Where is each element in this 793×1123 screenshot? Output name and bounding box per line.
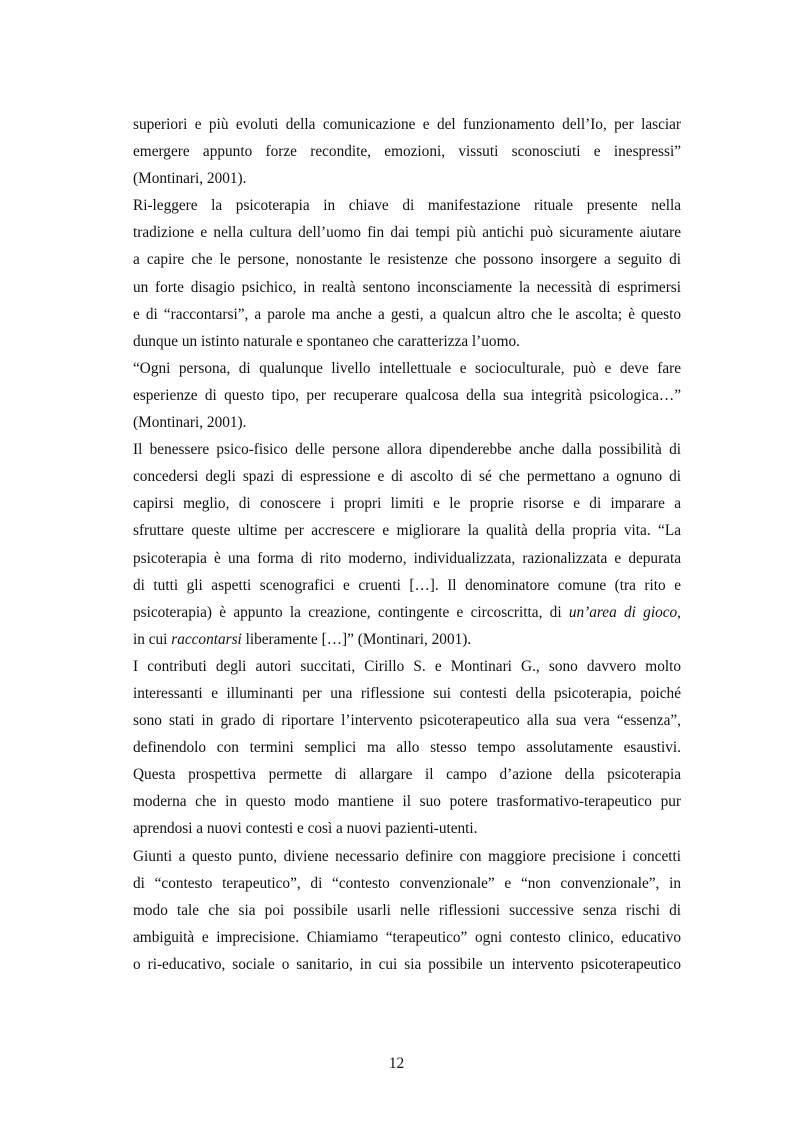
line-text: liberamente […]” (Montinari, 2001).	[241, 630, 472, 648]
paragraph-6	[133, 843, 681, 978]
text-line: (Montinari, 2001).	[133, 414, 247, 432]
text-line: Il benessere psico-fisico delle persone allora dipenderebbe anche dalla possibilità di	[133, 441, 681, 459]
text-line: “Ogni persona, di qualunque livello intellettuale e socioculturale, può e deve fare	[133, 359, 681, 377]
paragraph-3-quote	[133, 355, 681, 436]
text-line: superiori e più evoluti della comunicazione e del funzionamento dell’Io, per lasciar	[133, 116, 681, 133]
text-line: o ri-educativo, sociale o sanitario, in cui sia possibile un intervento psicoterapeutico	[133, 955, 681, 973]
text-line: di “contesto terapeutico”, di “contesto convenzionale” e “non convenzionale”, in	[133, 874, 681, 892]
text-line: Questa prospettiva permette di allargare il campo d’azione della psicoterapia	[133, 766, 681, 784]
italic-phrase: un’area di gioco	[568, 603, 678, 621]
text-line: e di “raccontarsi”, a parole ma anche a gesti, a qualcun altro che le ascolta; è questo	[133, 305, 681, 323]
text-line: esperienze di questo tipo, per recuperare qualcosa della sua integrità psicologica…”	[133, 386, 681, 404]
line-text: psicoterapia) è appunto la creazione, contingente e circoscritta, di	[133, 603, 569, 621]
line-text: in cui	[133, 630, 172, 648]
paragraph-4	[133, 436, 681, 653]
text-line: a capire che le persone, nonostante le resistenze che possono insorgere a seguito di	[133, 251, 681, 269]
page-number: 12	[388, 1055, 405, 1072]
text-line: interessanti e illuminanti per una riflessione sui contesti della psicoterapia, poiché	[133, 684, 681, 702]
text-line: di tutti gli aspetti scenografici e cruenti […]. Il denominatore comune (tra rito e	[133, 576, 681, 594]
text-line: ambiguità e imprecisione. Chiamiamo “terapeutico” ogni contesto clinico, educativo	[133, 928, 681, 946]
body-text	[133, 111, 681, 978]
text-line: concedersi degli spazi di espressione e di ascolto di sé che permettano a ognuno di	[133, 468, 681, 486]
text-line: aprendosi a nuovi contesti e così a nuovi pazienti-utenti.	[133, 820, 478, 838]
text-line: sono stati in grado di riportare l’intervento psicoterapeutico alla sua vera “essenza”,	[133, 712, 681, 730]
text-line: psicoterapia è una forma di rito moderno, individualizzata, razionalizzata e depurata	[133, 549, 681, 567]
text-line: Giunti a questo punto, diviene necessario definire con maggiore precisione i concetti	[133, 847, 681, 865]
text-line: modo tale che sia poi possibile usarli nelle riflessioni successive senza rischi di	[133, 901, 681, 919]
text-line: un forte disagio psichico, in realtà sentono inconsciamente la necessità di esprimersi	[133, 278, 681, 296]
paragraph-2	[133, 192, 681, 355]
text-line: Ri-leggere la psicoterapia in chiave di manifestazione rituale presente nella	[133, 197, 681, 215]
line-text: ,	[677, 603, 681, 621]
italic-word: raccontarsi	[171, 630, 242, 648]
text-line: moderna che in questo modo mantiene il suo potere trasformativo-terapeutico pur	[133, 793, 681, 811]
text-line: (Montinari, 2001).	[133, 170, 247, 188]
text-line: definendolo con termini semplici ma allo stesso tempo assolutamente esaustivi.	[133, 739, 681, 757]
text-line: sfruttare queste ultime per accrescere e migliorare la qualità della propria vita. “La	[133, 522, 681, 540]
text-line: tradizione e nella cultura dell’uomo fin dai tempi più antichi può sicuramente aiutare	[133, 224, 681, 242]
text-line: I contributi degli autori succitati, Cirillo S. e Montinari G., sono davvero molto	[133, 657, 681, 675]
text-line: capirsi meglio, di conoscere i propri limiti e le proprie risorse e di imparare a	[133, 495, 681, 513]
text-line-with-italic	[133, 599, 681, 626]
text-line-with-italic	[133, 626, 681, 653]
text-line: dunque un istinto naturale e spontaneo che caratterizza l’uomo.	[133, 332, 520, 350]
paragraph-5	[133, 653, 681, 843]
paragraph-1	[133, 111, 681, 192]
text-line: emergere appunto forze recondite, emozioni, vissuti sconosciuti e inespressi”	[133, 143, 681, 161]
